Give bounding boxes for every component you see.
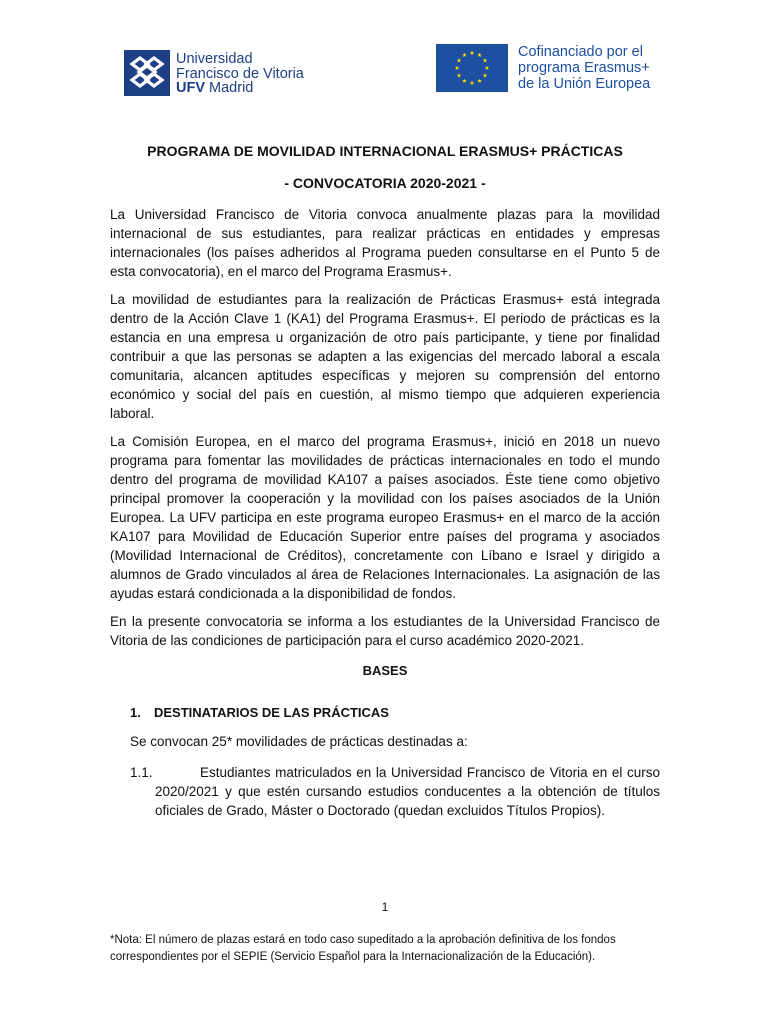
section-1-number: 1. [130, 705, 141, 720]
eu-logo-line1: Cofinanciado por el [518, 44, 643, 60]
section-1-intro: Se convocan 25* movilidades de prácticas destinadas a: [130, 734, 468, 749]
ufv-logo-madrid: Madrid [205, 80, 254, 96]
document-title: PROGRAMA DE MOVILIDAD INTERNACIONAL ERASMUS+ PRÁCTICAS [147, 143, 623, 159]
ufv-logo-text [176, 52, 304, 96]
list-item [130, 763, 660, 820]
paragraph-movilidad: La movilidad de estudiantes para la realización de Prácticas Erasmus+ está integrada dentro de la Acción Clave 1 (KA1) del Programa Erasmus+. El periodo de prácticas es la estancia en una empresa u organización de otro país participante, y tiene por finalidad contribuir a que las personas se adapten a las exigencias del mercado laboral a escala comunitaria, alcancen aptitudes específicas y mejoren su comprensión del entorno económico y social del país en cuestión, al mismo tiempo que adquieren experiencia laboral. [110, 292, 660, 421]
ufv-logo-icon [124, 50, 170, 96]
ufv-logo-line3 [176, 81, 304, 96]
item-number: 1.1. [130, 765, 153, 780]
paragraph-convocatoria: En la presente convocatoria se informa a los estudiantes de la Universidad Francisco de Vitoria de las condiciones de participación para el curso académico 2020-2021. [110, 614, 660, 648]
bases-heading: BASES [362, 663, 408, 678]
eu-logo-text [518, 44, 650, 92]
page-number: 1 [381, 900, 389, 914]
document-body [110, 143, 660, 820]
ufv-logo [124, 50, 304, 96]
item-text: Estudiantes matriculados en la Universidad Francisco de Vitoria en el curso 2020/2021 y que estén cursando estudios conducentes a la obtención de títulos oficiales de Grado, Máster o Doctorado (quedan excluidos Títulos Propios). [155, 765, 660, 818]
section-1-title: DESTINATARIOS DE LAS PRÁCTICAS [154, 705, 389, 720]
footnote: *Nota: El número de plazas estará en todo caso supeditado a la aprobación definitiva de los fondos correspondientes por el SEPIE (Servicio Español para la Internacionalización de la Educación). [110, 934, 616, 963]
eu-flag-icon [436, 44, 508, 92]
ufv-logo-ufv: UFV [176, 80, 205, 96]
paragraph-intro: La Universidad Francisco de Vitoria convoca anualmente plazas para la movilidad internacional de sus estudiantes, para realizar prácticas en entidades y empresas internacionales (los países adheridos al Programa pueden consultarse en el Punto 5 de esta convocatoria), en el marco del Programa Erasmus+. [110, 207, 660, 279]
ufv-logo-line1: Universidad [176, 51, 253, 67]
ufv-logo-line2: Francisco de Vitoria [176, 65, 304, 82]
document-subtitle: - CONVOCATORIA 2020-2021 - [284, 175, 486, 191]
section-1-heading [130, 705, 660, 720]
paragraph-comision: La Comisión Europea, en el marco del programa Erasmus+, inició en 2018 un nuevo programa para fomentar las movilidades de prácticas internacionales en todo el mundo dentro del programa de movilidad KA107 a países asociados. Éste tiene como objetivo principal promover la cooperación y la movilidad con los países asociados de la Unión Europea. La UFV participa en este programa europeo Erasmus+ en el marco de la acción KA107 para Movilidad de Educación Superior entre países del programa y asociados (Movilidad Internacional de Créditos), concretamente con Líbano e Israel y dirigido a alumnos de Grado vinculados al área de Relaciones Internacionales. La asignación de las ayudas estará condicionada a la disponibilidad de fondos. [110, 434, 660, 601]
eu-cofinanced-logo [436, 44, 676, 94]
eu-logo-line3: de la Unión Europea [518, 76, 651, 92]
page-header [0, 0, 770, 110]
eu-logo-line2: programa Erasmus+ [518, 60, 650, 76]
